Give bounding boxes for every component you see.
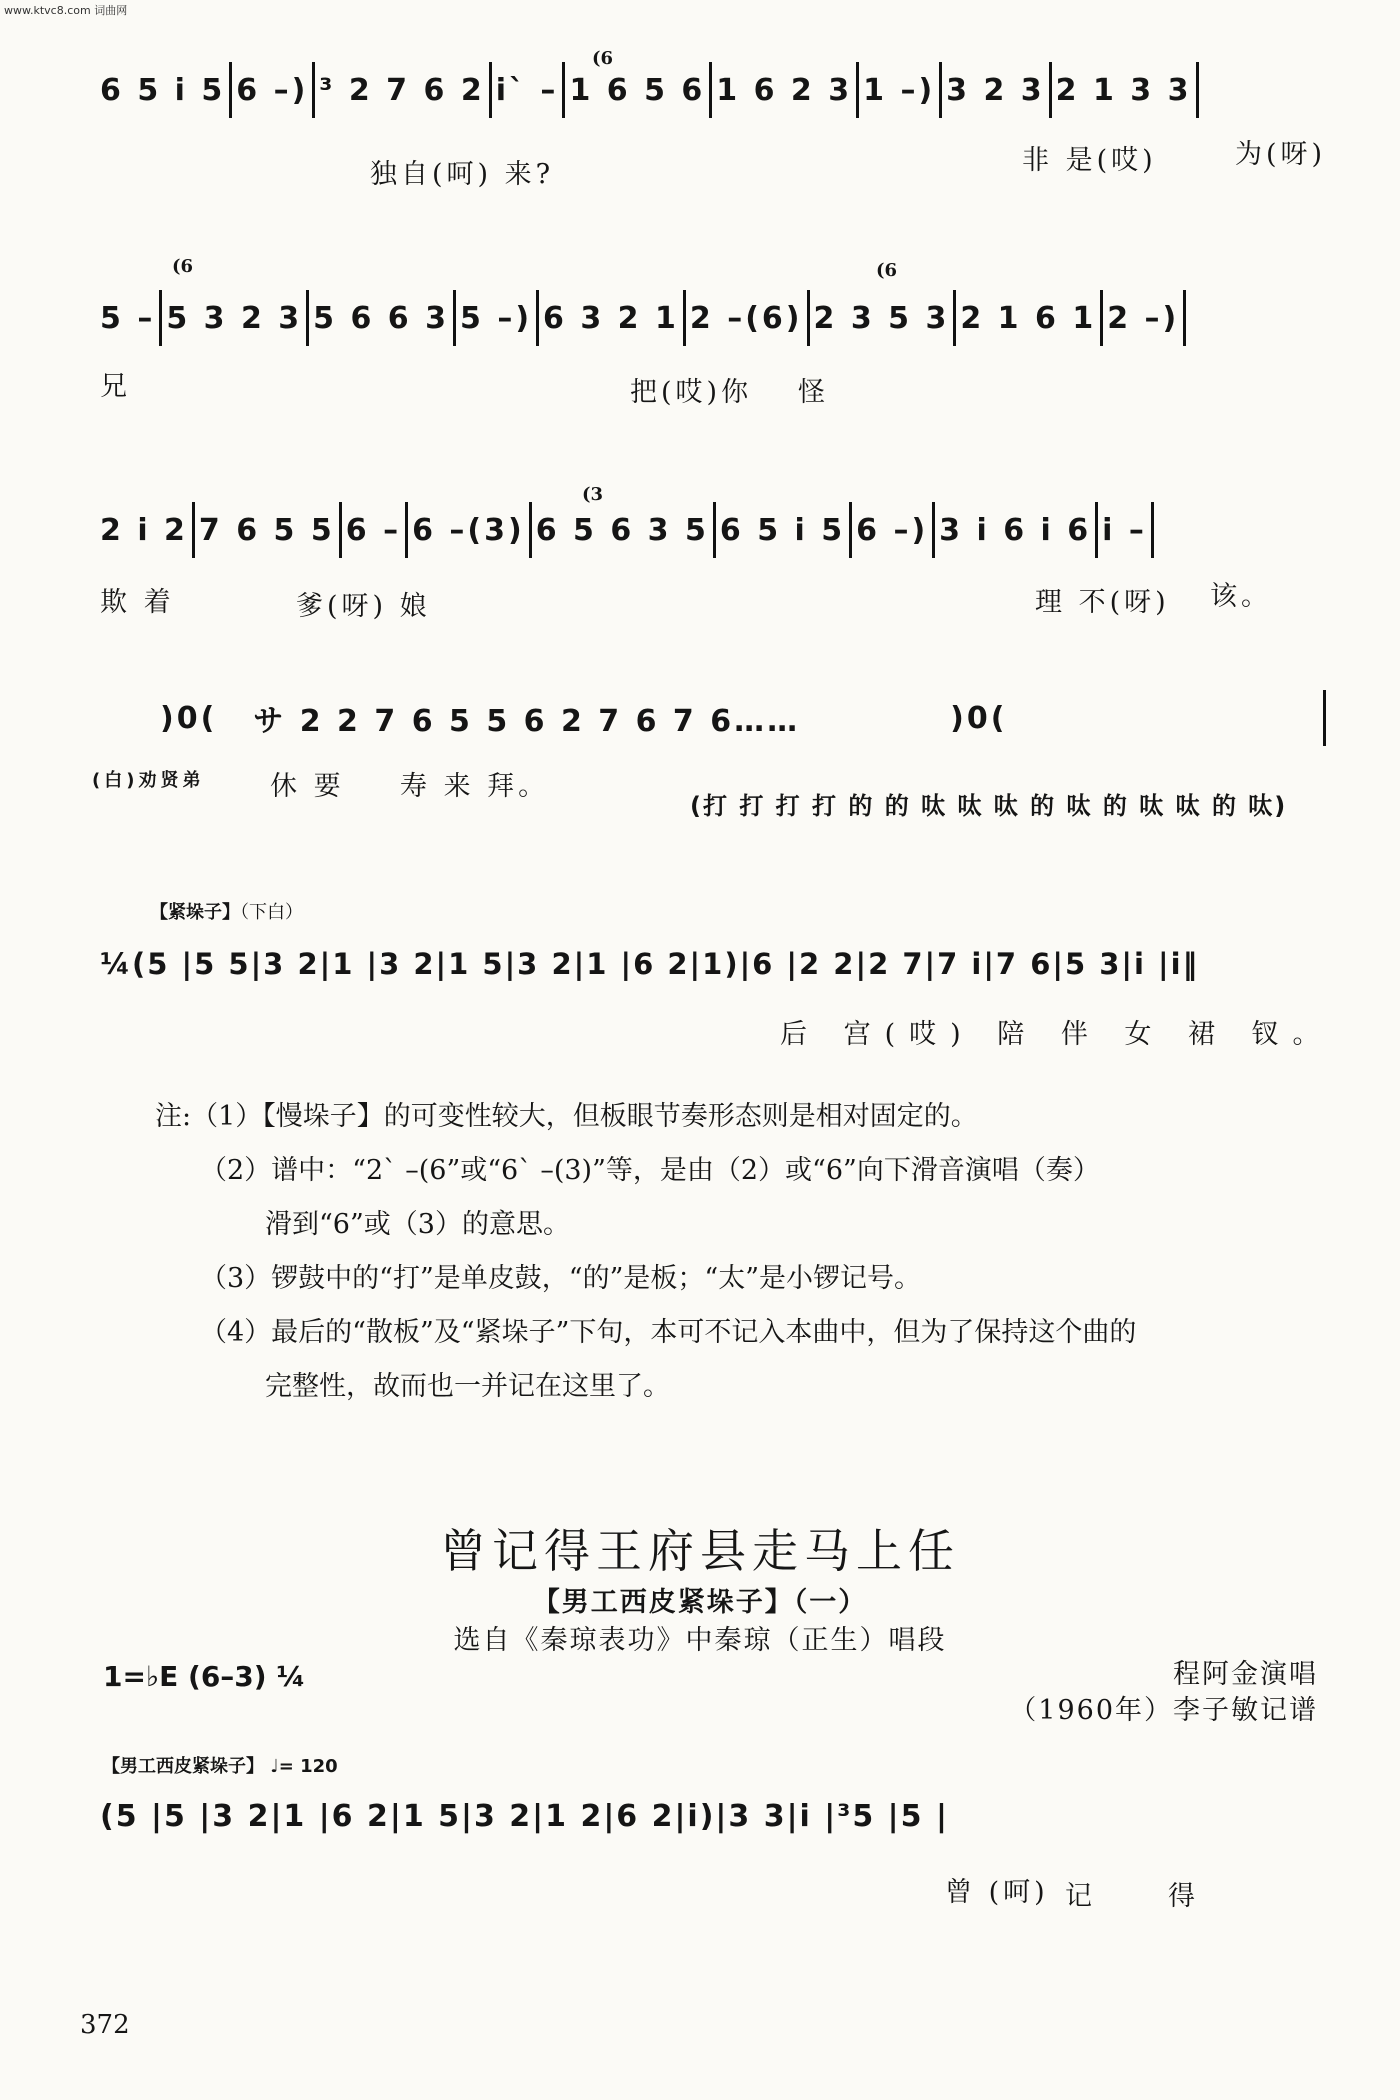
lyric: 寿 来 拜。 [400, 771, 550, 802]
lyric: 曾 (呵) [945, 1877, 1049, 1908]
lyric: 爹(呀) 娘 [296, 591, 431, 622]
song-source: 选自《秦琼表功》中秦琼（正生）唱段 [453, 1625, 947, 1656]
measure: 5 –) [460, 300, 533, 336]
score-line-2 [100, 292, 1330, 344]
measure: 2 –) [1107, 300, 1180, 336]
percussion-syllables: (打 打 打 打 的 的 呔 呔 呔 的 呔 的 呔 呔 的 呔) [690, 792, 1288, 820]
score-line-1 [100, 64, 1330, 116]
lyric: 记 [1065, 1881, 1096, 1912]
measure: 6 –) [856, 512, 929, 548]
measure: 2 i 2 [100, 512, 188, 548]
measure: 2 3 5 3 [813, 300, 950, 336]
measure: 7 6 5 5 [198, 512, 335, 548]
measure: 1 –) [863, 72, 936, 108]
measure: 6 –(3) [412, 512, 525, 548]
measure: 3 i 6 i 6 [939, 512, 1092, 548]
tempo-marking: 【男工西皮紧垛子】 ♩= 120 [102, 1756, 338, 1777]
note-line: 滑到“6”或（3）的意思。 [265, 1209, 570, 1240]
lyric: 怪 [798, 377, 829, 408]
score-line-4 [100, 692, 1330, 744]
page-number: 372 [80, 2010, 130, 2040]
measure: i` – [495, 72, 559, 108]
measure: )0( [950, 700, 1008, 736]
lyric: 该。 [1210, 581, 1272, 612]
lyric: 兄 [100, 371, 131, 402]
measure: 6 5 i 5 [719, 512, 846, 548]
watermark: www.ktvc8.com 词曲网 [4, 4, 128, 17]
grace-marker: (6 [592, 48, 614, 69]
measure: 6 5 i 5 [100, 72, 226, 108]
notes-block [155, 1090, 1325, 1414]
lyric: 理 不(呀) [1035, 587, 1170, 618]
measure: 5 3 2 3 [166, 300, 303, 336]
lyric: 独自(呵) 来? [370, 159, 555, 190]
score-line-5 [100, 938, 1340, 990]
note-line: （2）谱中：“2` –(6”或“6` –(3)”等，是由（2）或“6”向下滑音演唱（奏） [200, 1155, 1100, 1186]
grace-marker: (3 [582, 484, 604, 505]
measure: 2 1 6 1 [960, 300, 1097, 336]
lyric: 非 是(哎) [1022, 145, 1157, 176]
lyric: 为(呀) [1235, 139, 1327, 170]
lyric: 欺 着 [100, 587, 175, 618]
measure: 6 5 6 3 5 [535, 512, 709, 548]
measure: 6 – [345, 512, 402, 548]
score-line-6 [100, 1790, 1330, 1842]
measure: 5 6 6 3 [313, 300, 450, 336]
grace-marker: (6 [876, 260, 898, 281]
measure: 1 6 5 6 [569, 72, 706, 108]
measure: 6 3 2 1 [543, 300, 679, 336]
note-line: （3）锣鼓中的“打”是单皮鼓，“的”是板；“太”是小锣记号。 [200, 1263, 921, 1294]
measure: (5 |5 |3 2|1 |6 2|1 5|3 2|1 2|6 2|i)|3 3|i |³5 |5 | [100, 1798, 949, 1834]
grace-marker: (6 [172, 256, 194, 277]
note-line: 注:（1）【慢垛子】的可变性较大，但板眼节奏形态则是相对固定的。 [155, 1101, 978, 1132]
measure: )0( [160, 700, 218, 736]
lyric: 得 [1168, 1881, 1199, 1912]
lyric: 休 要 [270, 771, 345, 802]
score-line-3 [100, 504, 1330, 556]
transcriber-credit: （1960年）李子敏记谱 [1009, 1695, 1318, 1726]
key-signature: 1=♭E (6–3) ¼ [103, 1660, 306, 1693]
lyric: 把(哎)你 [630, 377, 753, 408]
measure: サ 2 2 7 6 5 5 6 2 7 6 7 6…… [253, 704, 801, 739]
measure: 1 6 2 3 [716, 72, 853, 108]
measure: 3 2 3 [946, 72, 1045, 108]
note-line: 完整性，故而也一并记在这里了。 [265, 1371, 670, 1402]
lyric: 后 宫(哎) 陪 伴 女 裙 钗。 [780, 1019, 1334, 1050]
measure: i – [1102, 512, 1147, 548]
lyric: (白)劝贤弟 [92, 770, 205, 791]
measure: ³ 2 7 6 2 [319, 72, 485, 108]
note-line: （4）最后的“散板”及“紧垛子”下句，本可不记入本曲中，但为了保持这个曲的 [200, 1317, 1137, 1348]
section-label: 【紧垛子】（下白） [150, 902, 303, 923]
measure: 5 – [100, 300, 156, 336]
song-title: 曾记得王府县走马上任 [440, 1524, 960, 1578]
song-subtitle: 【男工西皮紧垛子】（一） [532, 1587, 868, 1618]
measure: ¼(5 |5 5|3 2|1 |3 2|1 5|3 2|1 |6 2|1)|6 |2 2|2 7|7 i|7 6|5 3|i |i‖ [100, 947, 1200, 981]
measure: 2 –(6) [689, 300, 803, 336]
measure: 2 1 3 3 [1055, 72, 1192, 108]
performer-credit: 程阿金演唱 [1173, 1659, 1318, 1690]
measure: 6 –) [236, 72, 309, 108]
